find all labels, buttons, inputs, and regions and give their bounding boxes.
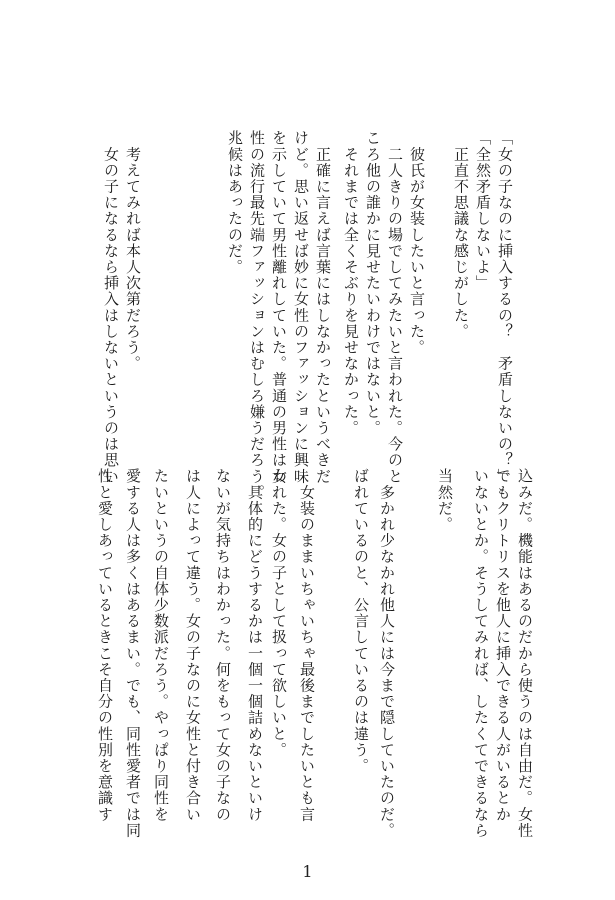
text-column: いないとか。そうしてみれば、したくてできるなら <box>472 468 490 839</box>
text-column: それまでは全くそぶりを見せなかった。 <box>342 130 360 436</box>
text-column: 愛する人は多くはあるまい。でも、同性愛者では同 <box>124 468 142 839</box>
text-column: 二人きりの場でしてみたいと言われた。今のと <box>386 130 404 485</box>
text-column: を示していて男性離れしていた。普通の男性は女 <box>270 130 288 485</box>
text-column: は人によって違う。女の子なのに女性と付き合い <box>184 468 202 823</box>
text-column: でもクリトリスを他人に挿入できる人がいるとか <box>494 468 512 823</box>
text-column: 性の流行最先端ファッションはむしろ嫌うだろう。 <box>248 130 266 501</box>
text-column: 「女の子なのに挿入するの？ 矛盾しないの？」 <box>496 130 514 485</box>
text-column: 考えてみれば本人次第だろう。 <box>124 130 142 372</box>
text-column: 性と愛しあっているときこそ自分の性別を意識す <box>96 468 114 823</box>
text-column: ころ他の誰かに見せたいわけではないと。 <box>364 130 382 436</box>
text-column: 女の子になるなら挿入はしないというのは思い <box>102 130 120 485</box>
text-column: 多かれ少なかれ他人には今まで隠していたのだ。 <box>378 468 396 839</box>
text-column: けど。思い返せば妙に女性のファッションに興味 <box>292 130 310 485</box>
text-column: 正確に言えば言葉にはしなかったというべきだ <box>314 130 332 485</box>
text-column: 女装のままいちゃいちゃ最後までしたいとも言 <box>298 468 316 823</box>
text-column: 兆候はあったのだ。 <box>226 130 244 275</box>
text-column: 込みだ。機能はあるのだから使うのは自由だ。女性 <box>516 468 534 839</box>
text-column: 具体的にどうするかは一個一個詰めないといけ <box>246 468 264 823</box>
text-column: 正直不思議な感じがした。 <box>452 130 470 340</box>
text-column: 「全然矛盾しないよ」 <box>474 130 492 291</box>
text-column: 彼氏が女装したいと言った。 <box>408 130 426 356</box>
text-column: たいというの自体少数派だろう。やっぱり同性を <box>152 468 170 823</box>
text-column: ばれているのと、公言しているのは違う。 <box>352 468 370 774</box>
text-column: ないが気持ちはわかった。何をもって女の子なの <box>214 468 232 823</box>
page-number: 1 <box>302 862 313 881</box>
text-column: 当然だ。 <box>436 468 454 533</box>
text-column: われた。女の子として扱って欲しいと。 <box>270 468 288 758</box>
